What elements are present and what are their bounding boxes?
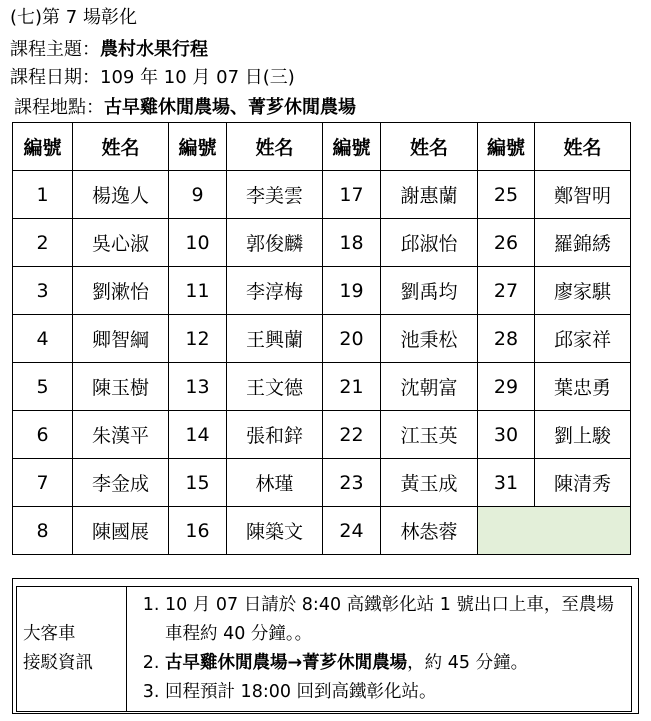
roster-cell-name: 葉忠勇 <box>535 363 631 411</box>
roster-row <box>13 267 631 315</box>
roster-cell-name: 羅錦綉 <box>535 219 631 267</box>
header-number: 編號 <box>323 123 381 171</box>
transport-table <box>16 586 632 712</box>
roster-cell-name: 陳築文 <box>227 507 323 555</box>
header-number: 編號 <box>169 123 227 171</box>
roster-row <box>13 171 631 219</box>
roster-cell-name: 池秉松 <box>381 315 478 363</box>
roster-table <box>12 122 631 555</box>
roster-cell-number: 7 <box>13 459 73 507</box>
roster-cell-number: 13 <box>169 363 227 411</box>
roster-cell-name: 楊逸人 <box>73 171 169 219</box>
roster-cell-name: 黃玉成 <box>381 459 478 507</box>
roster-cell-name: 陳國展 <box>73 507 169 555</box>
course-theme-value: 農村水果行程 <box>100 39 208 60</box>
roster-cell-name: 張和鋅 <box>227 411 323 459</box>
header-name: 姓名 <box>73 123 169 171</box>
header-name: 姓名 <box>381 123 478 171</box>
roster-cell-number: 10 <box>169 219 227 267</box>
roster-cell-name: 王興蘭 <box>227 315 323 363</box>
roster-row <box>13 507 631 555</box>
roster-cell-name: 邱淑怡 <box>381 219 478 267</box>
roster-cell-name: 李金成 <box>73 459 169 507</box>
transport-label-line2: 接駁資訊 <box>23 653 93 673</box>
course-place <box>14 96 356 120</box>
header-number: 編號 <box>13 123 73 171</box>
roster-cell-number: 4 <box>13 315 73 363</box>
roster-row <box>13 315 631 363</box>
roster-cell-name: 廖家騏 <box>535 267 631 315</box>
header-name: 姓名 <box>535 123 631 171</box>
header-number: 編號 <box>478 123 535 171</box>
roster-row <box>13 219 631 267</box>
roster-cell-number: 30 <box>478 411 535 459</box>
roster-cell-empty <box>478 507 631 555</box>
roster-cell-name: 鄭智明 <box>535 171 631 219</box>
transport-item <box>165 649 625 678</box>
course-place-label: 課程地點： <box>14 97 104 118</box>
course-date-label: 課程日期： <box>10 67 100 88</box>
roster-header-row <box>13 123 631 171</box>
roster-cell-name: 林怣蓉 <box>381 507 478 555</box>
transport-item-route: 古早雞休閒農場→菁芗休閒農場 <box>165 653 408 673</box>
roster-cell-number: 14 <box>169 411 227 459</box>
roster-cell-number: 11 <box>169 267 227 315</box>
roster-cell-number: 5 <box>13 363 73 411</box>
transport-item-text: 回程預計 18:00 回到高鐵彰化站。 <box>165 682 437 702</box>
roster-cell-name: 林瑾 <box>227 459 323 507</box>
roster-cell-number: 28 <box>478 315 535 363</box>
roster-cell-number: 26 <box>478 219 535 267</box>
roster-cell-number: 29 <box>478 363 535 411</box>
roster-cell-name: 陳清秀 <box>535 459 631 507</box>
roster-row <box>13 363 631 411</box>
roster-cell-name: 劉上駿 <box>535 411 631 459</box>
roster-cell-number: 24 <box>323 507 381 555</box>
roster-cell-number: 15 <box>169 459 227 507</box>
roster-cell-number: 31 <box>478 459 535 507</box>
roster-cell-name: 李淳梅 <box>227 267 323 315</box>
roster-cell-name: 吳心淑 <box>73 219 169 267</box>
roster-cell-number: 1 <box>13 171 73 219</box>
course-title <box>10 6 137 30</box>
course-title-text: (七)第 7 場彰化 <box>10 7 137 28</box>
roster-cell-name: 朱漢平 <box>73 411 169 459</box>
transport-item-text: ，約 45 分鐘。 <box>407 653 529 673</box>
roster-cell-number: 20 <box>323 315 381 363</box>
roster-cell-name: 卿智綱 <box>73 315 169 363</box>
roster-cell-name: 李美雲 <box>227 171 323 219</box>
roster-cell-number: 25 <box>478 171 535 219</box>
roster-cell-number: 22 <box>323 411 381 459</box>
roster-cell-name: 沈朝富 <box>381 363 478 411</box>
roster-cell-name: 陳玉樹 <box>73 363 169 411</box>
roster-cell-number: 3 <box>13 267 73 315</box>
transport-item <box>165 591 625 649</box>
roster-cell-number: 18 <box>323 219 381 267</box>
roster-cell-number: 16 <box>169 507 227 555</box>
roster-cell-number: 6 <box>13 411 73 459</box>
course-date <box>10 66 295 90</box>
roster-row <box>13 411 631 459</box>
roster-cell-number: 27 <box>478 267 535 315</box>
roster-cell-name: 謝惠蘭 <box>381 171 478 219</box>
roster-cell-number: 19 <box>323 267 381 315</box>
course-date-value: 109 年 10 月 07 日(三) <box>100 67 295 88</box>
roster-cell-name: 郭俊麟 <box>227 219 323 267</box>
transport-label <box>17 587 127 712</box>
transport-label-line1: 大客車 <box>23 624 76 644</box>
roster-cell-name: 劉禹均 <box>381 267 478 315</box>
roster-cell-name: 江玉英 <box>381 411 478 459</box>
transport-item <box>165 678 625 707</box>
course-theme <box>10 38 208 62</box>
transport-item-text: 10 月 07 日請於 8:40 高鐵彰化站 1 號出口上車，至農場車程約 40 分鐘。。 <box>165 595 614 644</box>
roster-cell-number: 12 <box>169 315 227 363</box>
course-theme-label: 課程主題： <box>10 39 100 60</box>
roster-cell-number: 23 <box>323 459 381 507</box>
roster-cell-name: 邱家祥 <box>535 315 631 363</box>
roster-cell-name: 劉漱怡 <box>73 267 169 315</box>
roster-cell-number: 17 <box>323 171 381 219</box>
roster-row <box>13 459 631 507</box>
roster-cell-number: 9 <box>169 171 227 219</box>
roster-cell-number: 2 <box>13 219 73 267</box>
transport-details <box>127 587 632 712</box>
header-name: 姓名 <box>227 123 323 171</box>
roster-cell-number: 8 <box>13 507 73 555</box>
roster-cell-number: 21 <box>323 363 381 411</box>
transport-list <box>127 587 631 711</box>
course-place-value: 古早雞休閒農場、菁芗休閒農場 <box>104 97 356 118</box>
roster-cell-name: 王文德 <box>227 363 323 411</box>
